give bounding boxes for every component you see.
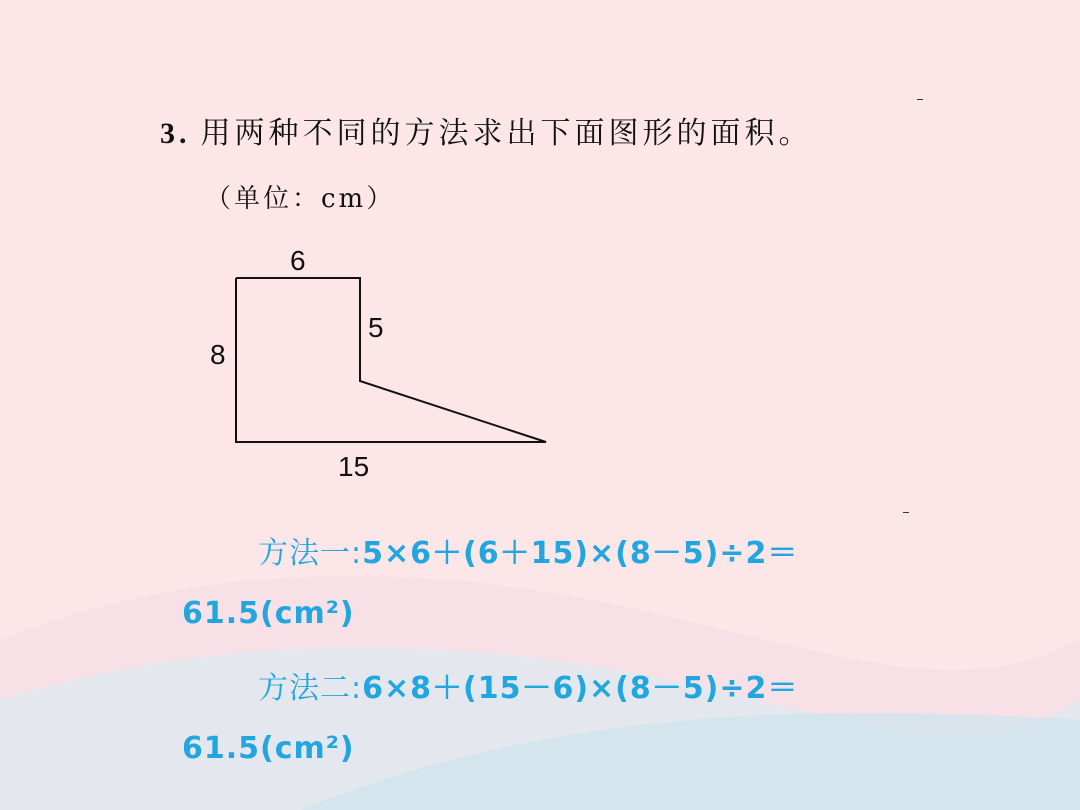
- problem-number: 3.: [160, 117, 191, 150]
- method2-label: 方法二:: [258, 671, 363, 706]
- bottom-side-label: 15: [338, 451, 370, 482]
- scan-mark: [903, 512, 909, 513]
- method2-line: [258, 663, 798, 707]
- method1-expression: 5×6＋(6＋15)×(8－5)÷2＝: [362, 536, 799, 571]
- problem-text: 用两种不同的方法求出下面图形的面积。: [200, 116, 813, 151]
- method1-label: 方法一:: [258, 536, 363, 571]
- right-step-label: 5: [368, 312, 384, 343]
- method2-expression: 6×8＋(15－6)×(8－5)÷2＝: [362, 671, 799, 706]
- unit-note: （单位：cm）: [205, 184, 396, 214]
- method1-result: 61.5(cm²): [182, 596, 355, 631]
- problem-statement: [160, 108, 813, 152]
- composite-shape-figure: [200, 240, 580, 490]
- top-side-label: 6: [290, 245, 306, 276]
- method1-line: [258, 528, 798, 572]
- method2-result: 61.5(cm²): [182, 731, 355, 766]
- scan-mark: [917, 99, 923, 100]
- left-side-label: 8: [210, 339, 226, 370]
- shape-outline: [236, 278, 546, 442]
